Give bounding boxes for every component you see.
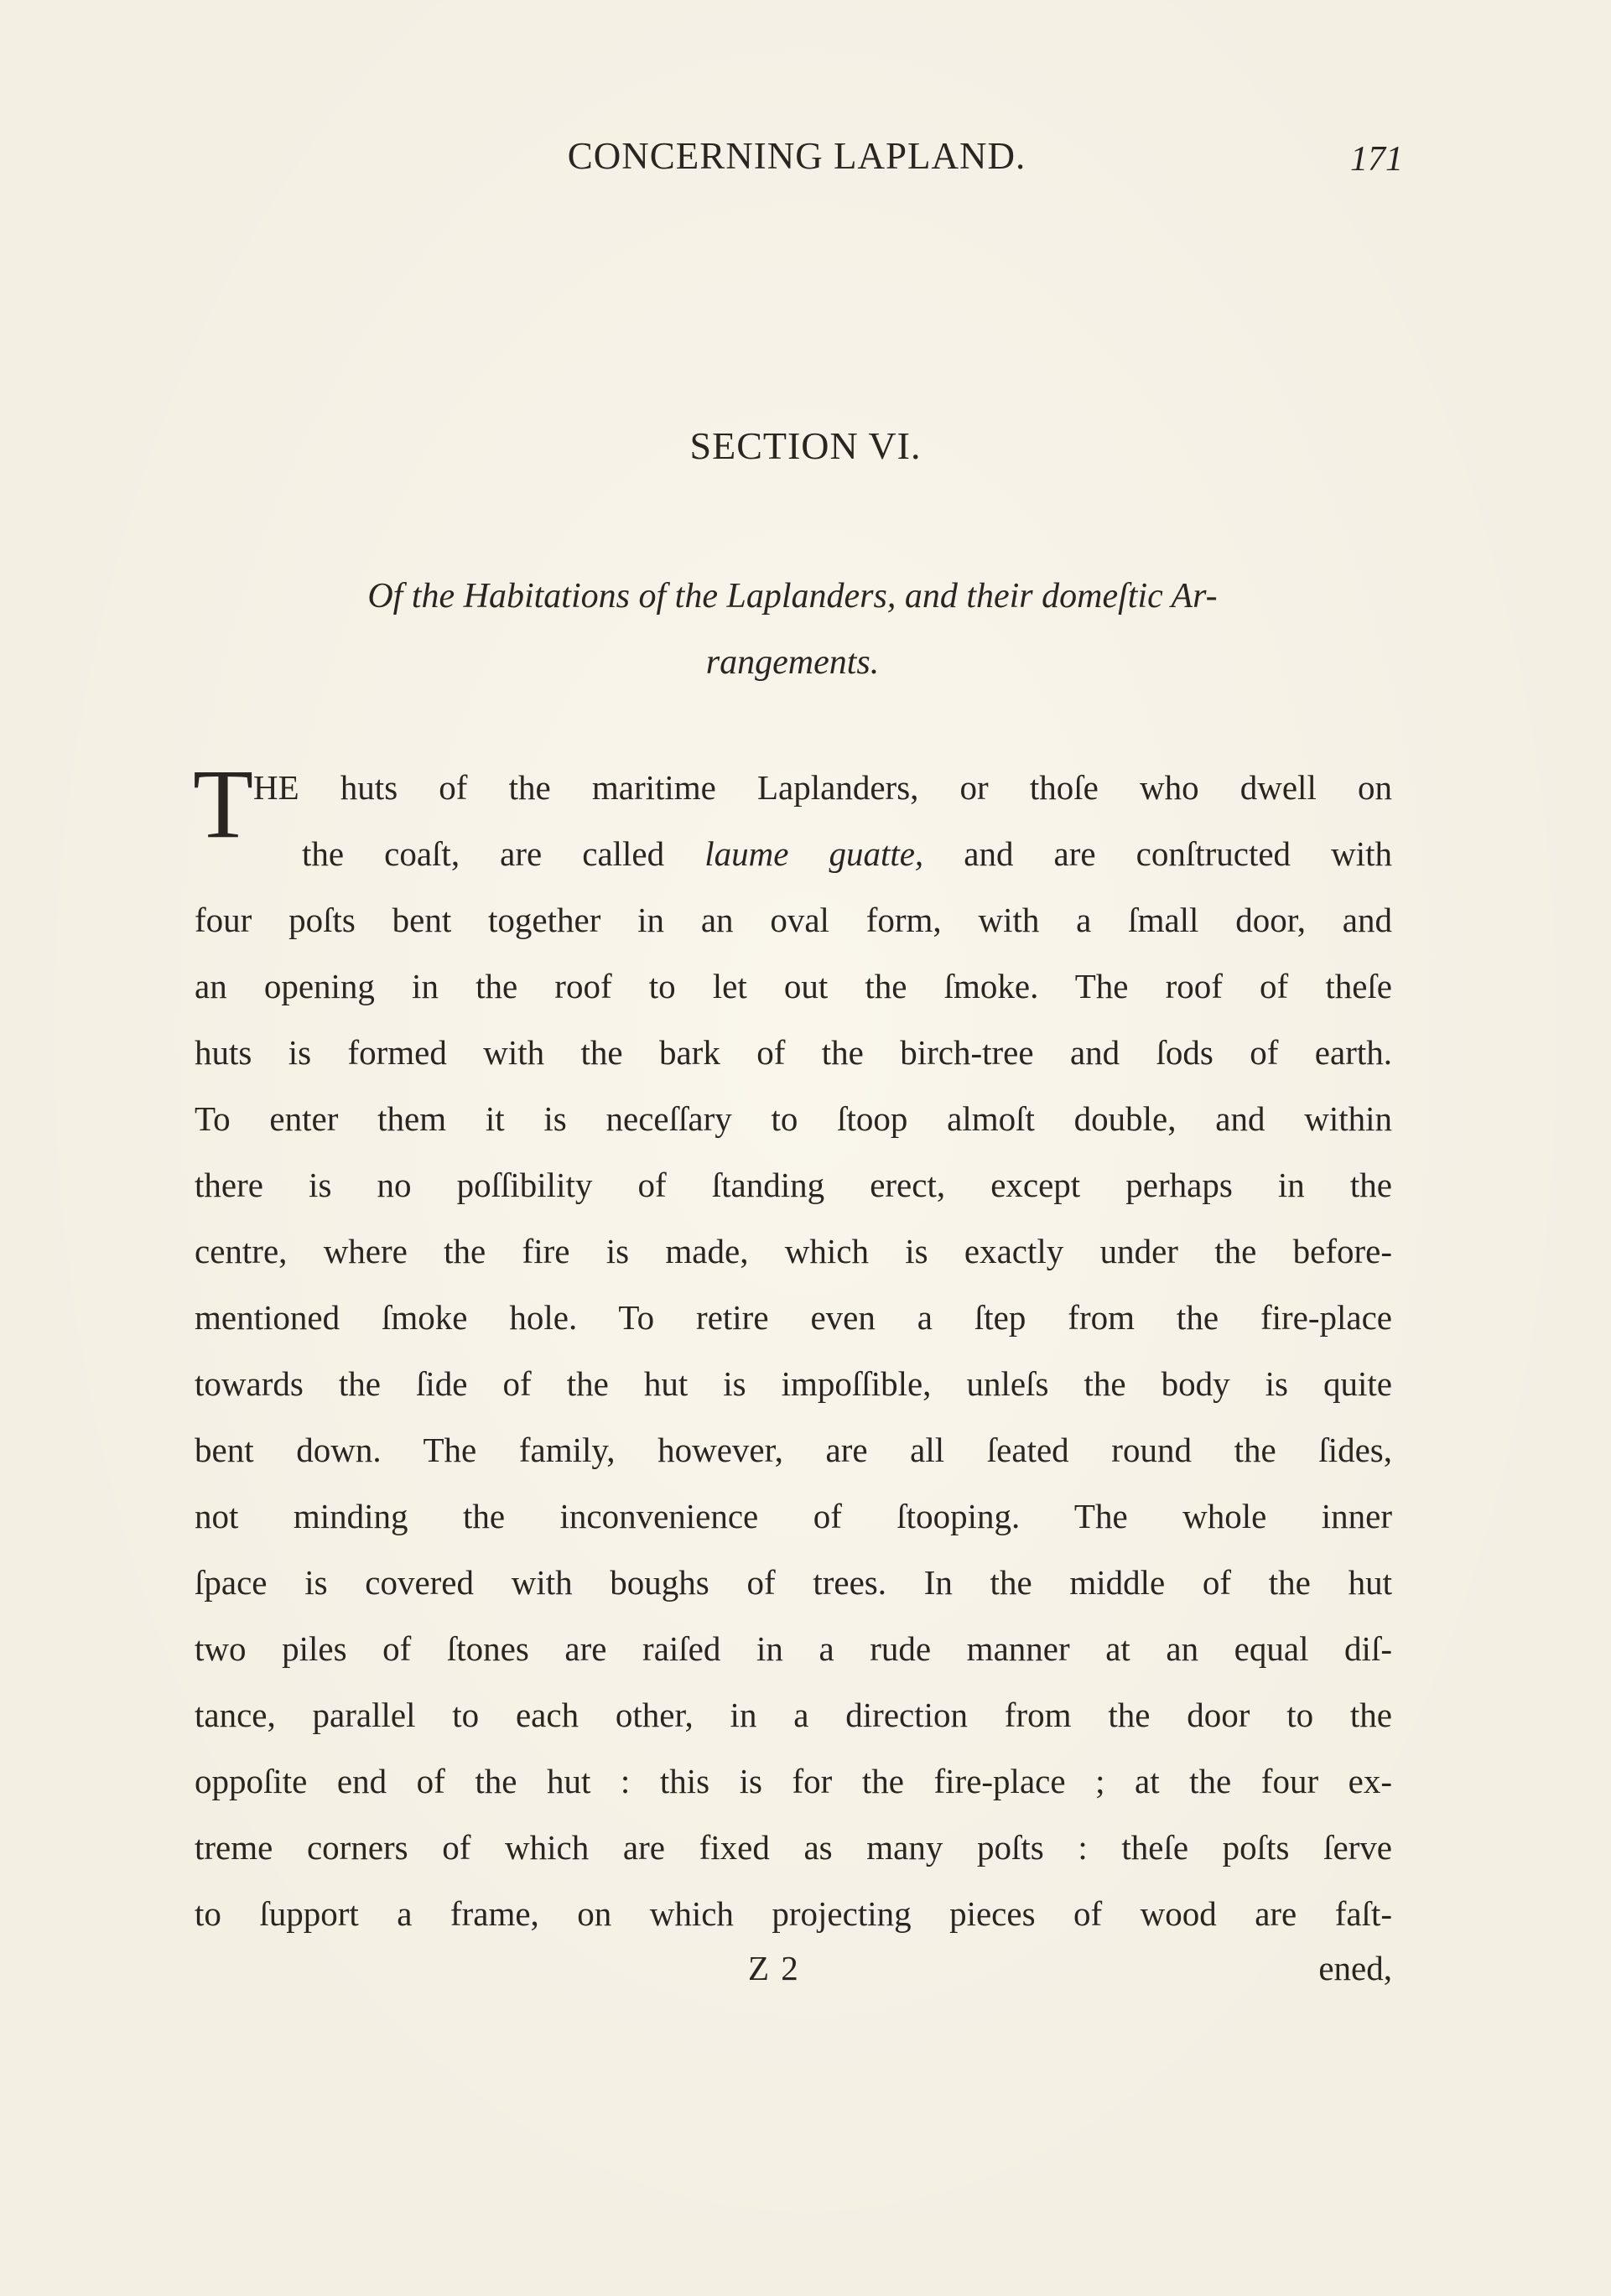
text-line: bent down. The family, however, are all ſeated round the ſides, — [195, 1431, 1392, 1469]
text-line: towards the ſide of the hut is impoſſible, unleſs the body is quite — [195, 1364, 1392, 1403]
italic-term: laume guatte, — [704, 834, 924, 873]
catchword: ened, — [1318, 1949, 1392, 1987]
section-subtitle-line: Of the Habitations of the Laplanders, and their domeſtic Ar- — [367, 577, 1218, 616]
text-line: not minding the inconvenience of ſtooping. The whole inner — [195, 1497, 1392, 1535]
text-line: ſpace is covered with boughs of trees. In the middle of the hut — [195, 1563, 1392, 1602]
running-head: CONCERNING LAPLAND. — [567, 135, 1026, 177]
page-number: 171 — [1350, 140, 1403, 179]
text-line: treme corners of which are fixed as many poſts : theſe poſts ſerve — [195, 1828, 1392, 1867]
text-line: oppoſite end of the hut : this is for the fire-place ; at the four ex- — [195, 1762, 1392, 1800]
text-line-part: and are conſtructed with — [923, 834, 1392, 873]
drop-cap: T — [193, 749, 254, 859]
text-line-content: HE huts of the maritime Laplanders, or thoſe who dwell on — [253, 768, 1392, 807]
show-through-text — [226, 243, 235, 283]
section-subtitle — [193, 564, 1392, 696]
text-line: tance, parallel to each other, in a direction from the door to the — [195, 1696, 1392, 1734]
section-heading: SECTION VI. — [689, 424, 922, 467]
signature-mark: Z 2 — [748, 1949, 800, 1987]
text-line: centre, where the fire is made, which is exactly under the before- — [195, 1232, 1392, 1270]
text-line: four poſts bent together in an oval form, with a ſmall door, and — [195, 901, 1392, 939]
body-paragraph — [193, 749, 1392, 1954]
text-line: two piles of ſtones are raiſed in a rude manner at an equal diſ- — [195, 1629, 1392, 1668]
text-line: huts is formed with the bark of the birch-tree and ſods of earth. — [195, 1033, 1392, 1072]
section-subtitle-line: rangements. — [705, 643, 880, 682]
page-footer — [195, 1948, 1392, 1998]
text-line: an opening in the roof to let out the ſmoke. The roof of theſe — [195, 967, 1392, 1005]
text-line: there is no poſſibility of ſtanding erect, except perhaps in the — [195, 1166, 1392, 1204]
text-line-part: the coaſt, are called — [302, 834, 705, 873]
text-line: To enter them it is neceſſary to ſtoop almoſt double, and within — [195, 1099, 1392, 1138]
text-line: to ſupport a frame, on which projecting pieces of wood are faſt- — [195, 1894, 1392, 1933]
page-header — [0, 134, 1611, 193]
text-line — [195, 828, 1392, 894]
text-line: mentioned ſmoke hole. To retire even a ſtep from the fire-place — [195, 1298, 1392, 1337]
